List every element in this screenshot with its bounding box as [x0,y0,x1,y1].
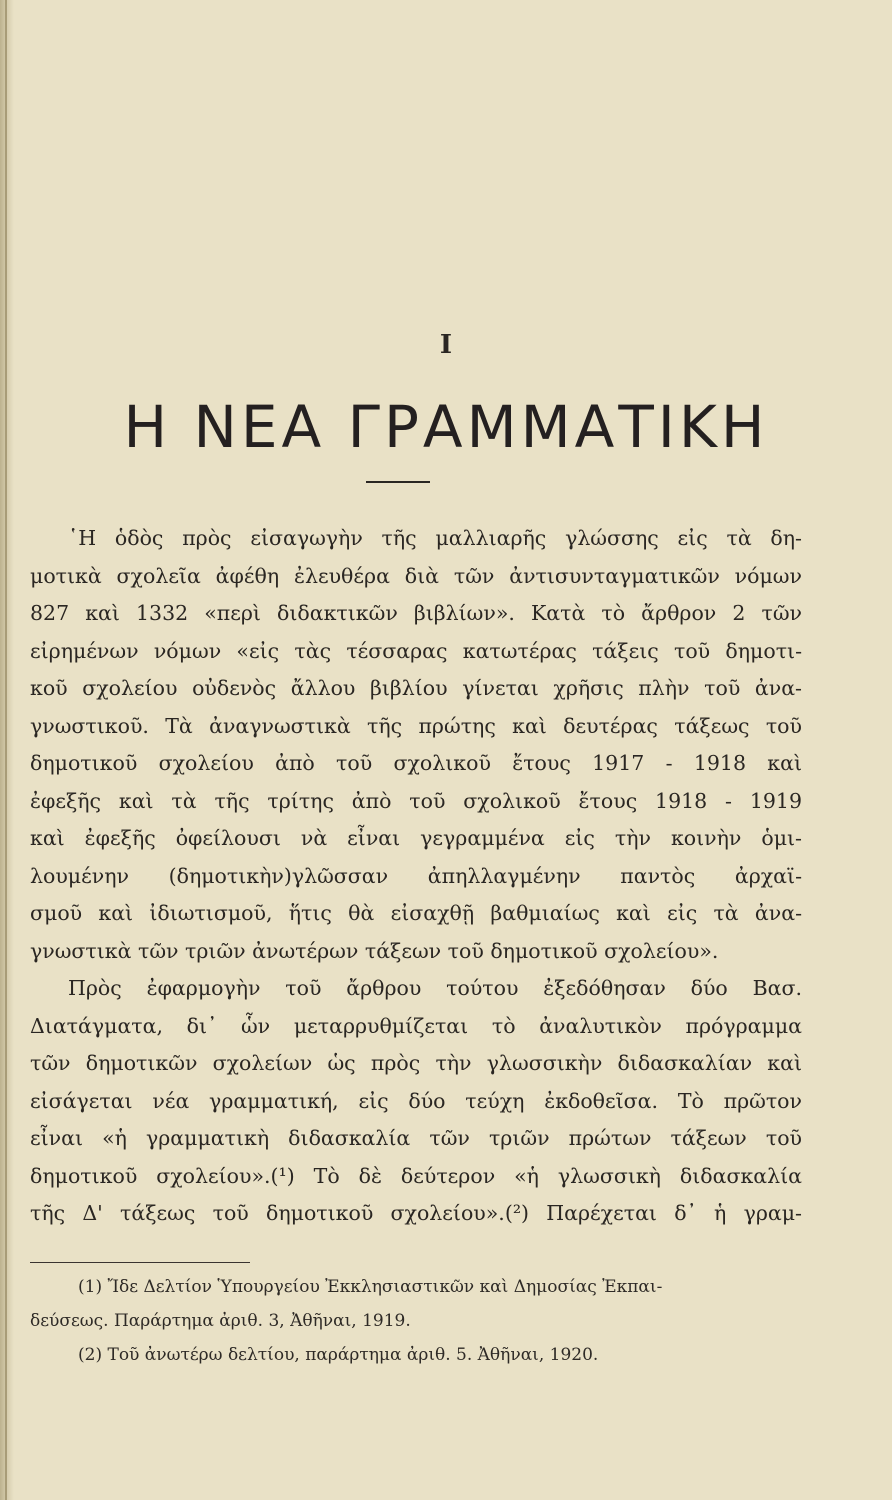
body-line: Πρὸς ἐφαρμογὴν τοῦ ἄρθρου τούτου ἐξεδόθησαν δύο Βασ. [68,976,802,1000]
body-line: σμοῦ καὶ ἰδιωτισμοῦ, ἥτις θὰ εἰσαχθῇ βαθμιαίως καὶ εἰς τὰ ἀνα- [30,901,802,925]
body-line: δημοτικοῦ σχολείου ἀπὸ τοῦ σχολικοῦ ἔτους 1917 - 1918 καὶ [30,751,802,775]
body-line: εἰρημένων νόμων «εἰς τὰς τέσσαρας κατωτέρας τάξεις τοῦ δημοτι- [30,638,802,663]
footnote-line: (2) Τοῦ ἀνωτέρω δελτίου, παράρτημα ἀριθ. 5. Ἀθῆναι, 1920. [78,1345,599,1365]
body-line: γνωστικὰ τῶν τριῶν ἀνωτέρων τάξεων τοῦ δημοτικοῦ σχολείου». [30,938,719,963]
footnotes [30,1270,802,1372]
body-line: εἶναι «ἡ γραμματικὴ διδασκαλία τῶν τριῶν πρώτων τάξεων τοῦ [30,1126,802,1150]
body-line: γνωστικοῦ. Τὰ ἀναγνωστικὰ τῆς πρώτης καὶ δευτέρας τάξεως τοῦ [30,713,802,738]
body-line: καὶ ἐφεξῆς ὀφείλουσι νὰ εἶναι γεγραμμένα εἰς τὴν κοινὴν ὁμι- [30,826,802,850]
footnote-divider [30,1262,250,1263]
title-divider [366,481,430,483]
body-line: τῶν δημοτικῶν σχολείων ὡς πρὸς τὴν γλωσσικὴν διδασκαλίαν καὶ [30,1051,802,1075]
body-line: ἐφεξῆς καὶ τὰ τῆς τρίτης ἀπὸ τοῦ σχολικοῦ ἔτους 1918 - 1919 [30,788,802,813]
footnote-line: (1) Ἴδε Δελτίον Ὑπουργείου Ἐκκλησιαστικῶν καὶ Δημοσίας Ἐκπαι- [78,1277,663,1297]
body-line: λουμένην (δημοτικὴν)γλῶσσαν ἀπηλλαγμένην παντὸς ἀρχαϊ- [30,863,802,888]
body-line: μοτικὰ σχολεῖα ἀφέθη ἐλευθέρα διὰ τῶν ἀντισυνταγματικῶν νόμων [30,563,802,588]
footnote-line: δεύσεως. Παράρτημα ἀριθ. 3, Ἀθῆναι, 1919. [30,1311,411,1331]
body-line: Διατάγματα, δι᾽ ὧν μεταρρυθμίζεται τὸ ἀναλυτικὸν πρόγραμμα [30,1013,802,1038]
body-line: ῾Η ὁδὸς πρὸς εἰσαγωγὴν τῆς μαλλιαρῆς γλώσσης εἰς τὰ δη- [68,526,802,550]
binding-edge [5,0,7,1500]
chapter-title: Η ΝΕΑ ΓΡΑΜΜΑΤΙΚΗ [123,393,769,461]
chapter-number: Ι [439,330,453,360]
body-line: εἰσάγεται νέα γραμματική, εἰς δύο τεύχη ἐκδοθεῖσα. Τὸ πρῶτον [30,1088,802,1113]
body-text [30,520,802,1233]
page-edge [0,0,14,1500]
body-line: δημοτικοῦ σχολείου».(¹) Τὸ δὲ δεύτερον «ἡ γλωσσικὴ διδασκαλία [30,1163,802,1188]
body-line: τῆς Δ' τάξεως τοῦ δημοτικοῦ σχολείου».(²) Παρέχεται δ᾽ ἡ γραμ- [30,1201,802,1225]
body-line: κοῦ σχολείου οὐδενὸς ἄλλου βιβλίου γίνεται χρῆσις πλὴν τοῦ ἀνα- [30,676,802,700]
body-line: 827 καὶ 1332 «περὶ διδακτικῶν βιβλίων». Κατὰ τὸ ἄρθρον 2 τῶν [30,601,802,625]
